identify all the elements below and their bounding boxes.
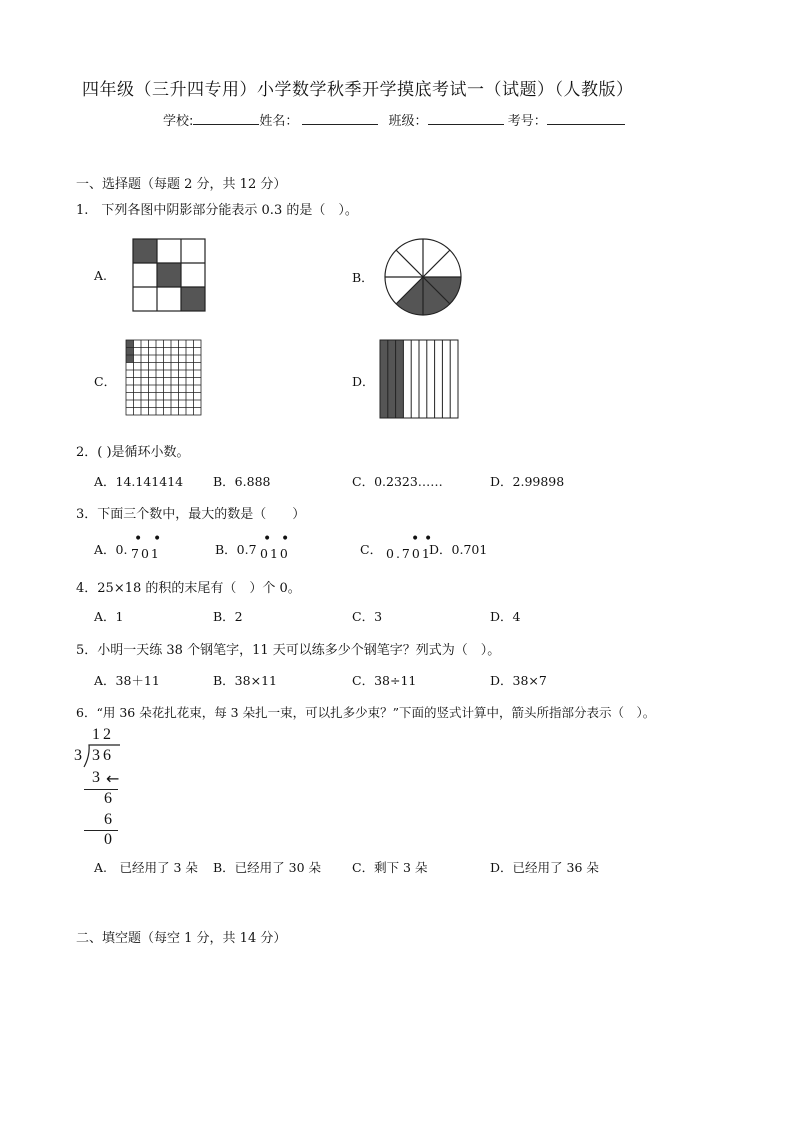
q2-option-a[interactable]: A．14.141414 [94, 474, 184, 489]
q3-option-b-digits: 010 [260, 546, 290, 561]
q1-figure-b-circle [382, 236, 464, 318]
q1-option-c-label[interactable]: C． [94, 374, 117, 389]
student-info-line [163, 110, 625, 129]
q1-figure-a-grid [132, 238, 206, 312]
shaded-cell [157, 263, 181, 287]
q2-option-b[interactable]: B．6.888 [213, 474, 271, 489]
q4-option-d[interactable]: D．4 [490, 609, 521, 624]
name-blank[interactable] [302, 112, 378, 125]
q4-option-b[interactable]: B．2 [213, 609, 243, 624]
section-heading-choice: 一、选择题（每题 2 分，共 12 分） [76, 177, 287, 192]
question-5-stem: 5．小明一天练 38 个钢笔字，11 天可以练多少个钢笔字？列式为（ ）。 [76, 643, 501, 658]
long-division [74, 726, 154, 852]
q3-option-c-digits: 0.701 [386, 546, 432, 561]
division-line [84, 789, 118, 790]
division-dividend: 36 [92, 747, 114, 764]
number-label: 考号： [507, 114, 547, 129]
q5-option-d[interactable]: D．38×7 [490, 673, 547, 688]
division-divisor: 3 [74, 747, 82, 764]
arrow-icon: ← [106, 769, 120, 788]
name-label: 姓名： [259, 114, 299, 129]
division-line [84, 830, 118, 831]
school-label: 学校: [163, 114, 194, 129]
q2-option-c[interactable]: C．0.2323…… [352, 474, 443, 489]
shaded-cell [181, 287, 205, 311]
q3-option-a-digits: 701 [131, 546, 161, 561]
question-2-stem: 2．( )是循环小数。 [76, 445, 190, 460]
q3-option-a-label[interactable]: A．0. [94, 542, 128, 557]
question-4-stem: 4．25×18 的积的末尾有（ ）个 0。 [76, 581, 301, 596]
school-blank[interactable] [193, 112, 259, 125]
q3-option-b-label[interactable]: B．0.7 [215, 542, 257, 557]
repeat-dot: • [134, 531, 143, 547]
q1-figure-c-hundred-grid [125, 339, 202, 417]
class-label: 班级： [388, 114, 428, 129]
division-step-1: 3 [92, 769, 100, 786]
q5-option-c[interactable]: C．38÷11 [352, 673, 417, 688]
question-3-stem: 3．下面三个数中，最大的数是（ ） [76, 507, 306, 522]
q4-option-c[interactable]: C．3 [352, 609, 383, 624]
class-blank[interactable] [428, 112, 504, 125]
repeat-dot: • [424, 531, 433, 547]
number-blank[interactable] [547, 112, 625, 125]
q1-option-a-label[interactable]: A. [94, 268, 108, 283]
division-step-3: 6 [104, 811, 112, 828]
repeat-dot: • [411, 531, 420, 547]
repeat-dot: • [263, 531, 272, 547]
question-1-stem: 1. 下列各图中阴影部分能表示 0.3 的是（ ）。 [76, 203, 358, 218]
q1-option-b-label[interactable]: B． [352, 270, 374, 285]
q6-option-b[interactable]: B．已经用了 30 朵 [213, 860, 322, 875]
section-heading-fill: 二、填空题（每空 1 分，共 14 分） [76, 931, 287, 946]
repeat-dot: • [281, 531, 290, 547]
q1-figure-d-strips [379, 339, 460, 419]
q2-option-d[interactable]: D．2.99898 [490, 474, 565, 489]
division-step-2: 6 [104, 790, 112, 807]
shaded-strips [380, 340, 403, 418]
question-6-stem: 6．“用 36 朵花扎花束，每 3 朵扎一束，可以扎多少束？”下面的竖式计算中，箭头所指部分表示（ ）。 [76, 705, 656, 720]
division-quotient: 12 [92, 726, 114, 743]
shaded-cell [133, 239, 157, 263]
q6-option-a[interactable]: A. 已经用了 3 朵 [94, 860, 198, 875]
q6-option-c[interactable]: C．剩下 3 朵 [352, 860, 428, 875]
q1-option-d-label[interactable]: D． [352, 374, 375, 389]
page-title: 四年级（三升四专用）小学数学秋季开学摸底考试一（试题）（人教版） [82, 80, 634, 100]
q4-option-a[interactable]: A．1 [94, 609, 124, 624]
q5-option-a[interactable]: A．38＋11 [94, 673, 160, 688]
q6-option-d[interactable]: D．已经用了 36 朵 [490, 860, 599, 875]
q3-option-c-label[interactable]: C． [360, 542, 383, 557]
shaded-cells [126, 340, 134, 363]
q5-option-b[interactable]: B．38×11 [213, 673, 277, 688]
q3-option-d[interactable]: D．0.701 [429, 542, 488, 557]
shaded-sector [396, 277, 423, 315]
division-remainder: 0 [104, 831, 112, 848]
repeat-dot: • [153, 531, 162, 547]
